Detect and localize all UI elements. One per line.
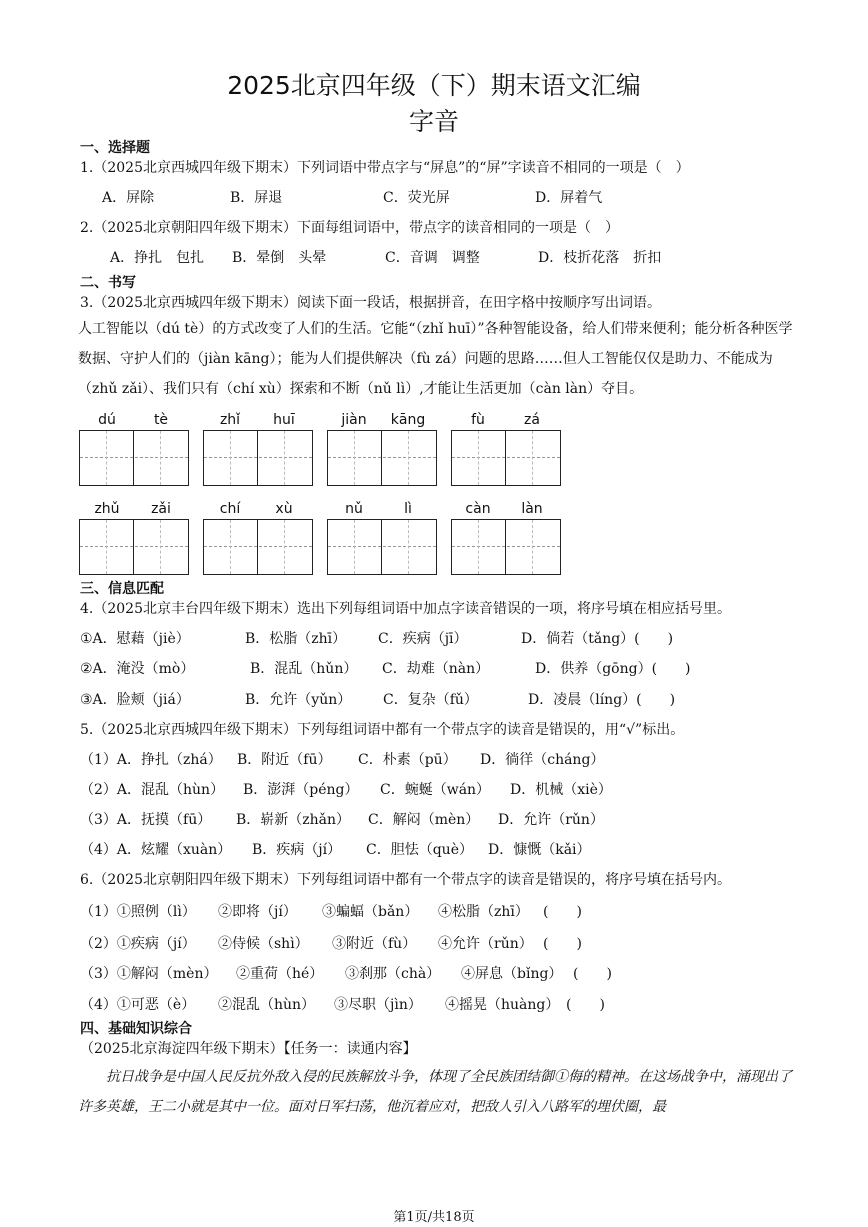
writing-grid-box[interactable]	[203, 430, 313, 486]
question-4-stem: 4.（2025北京丰台四年级下期末）选出下列每组词语中加点字读音错误的一项，将序号填在相应括号里。	[80, 601, 731, 617]
q6-row2-1: （2）①疾病（jí）	[80, 936, 196, 952]
writing-grid-box[interactable]	[79, 519, 189, 575]
pinyin-label: kāng	[390, 412, 426, 428]
q5-row3-b: B．崭新（zhǎn）	[236, 812, 351, 828]
q2-option-d: D．枝折花落 折扣	[538, 250, 662, 266]
section-heading-choice: 一、选择题	[80, 140, 150, 156]
q5-row3-c: C．解闷（mèn）	[368, 812, 480, 828]
writing-grid-box[interactable]	[327, 430, 437, 486]
q4-row3-b: B．允许（yǔn）	[245, 692, 352, 708]
q6-row4-3: ③尽职（jìn）	[334, 997, 422, 1013]
pinyin-label: làn	[521, 501, 543, 517]
q6-row1-1: （1）①照例（lì）	[80, 904, 196, 920]
q6-row2-2: ②侍候（shì）	[218, 936, 309, 952]
q5-row4-c: C．胆怯（què）	[366, 842, 473, 858]
q6-row2-4: ④允许（rǔn）	[438, 936, 533, 952]
writing-grid-box[interactable]	[451, 519, 561, 575]
q5-row2-c: C．蜿蜒（wán）	[380, 782, 491, 798]
q4-row2-a: ②A．淹没（mò）	[80, 661, 195, 677]
q6-row3-4: ④屏息（bǐng）	[461, 966, 563, 982]
q4-row1-c: C．疾病（jī）	[378, 631, 468, 647]
q2-option-a: A．挣扎 包扎	[110, 250, 205, 266]
q5-row2-d: D．机械（xiè）	[510, 782, 612, 798]
pinyin-label: lì	[404, 501, 412, 517]
q6-row2-answer[interactable]: ( )	[543, 936, 582, 952]
pinyin-label: chí	[219, 501, 241, 517]
q6-row3-3: ③刹那（chà）	[345, 966, 441, 982]
pinyin-label: jiàn	[341, 412, 367, 428]
q4-row2-d: D．供养（gōng）( )	[535, 661, 691, 677]
pinyin-label: tè	[153, 412, 169, 428]
q5-row4-b: B．疾病（jí）	[252, 842, 342, 858]
q4-row3-a: ③A．脸颊（jiá）	[80, 692, 190, 708]
pinyin-label: zǎi	[151, 501, 171, 517]
page-title: 2025北京四年级（下）期末语文汇编	[227, 71, 641, 100]
q4-row2-c: C．劫难（nàn）	[382, 661, 490, 677]
q5-row3-d: D．允许（rǔn）	[498, 812, 604, 828]
pinyin-label: càn	[465, 501, 491, 517]
q6-row1-3: ③蝙蝠（bǎn）	[322, 904, 419, 920]
q5-row1-d: D．徜徉（cháng）	[480, 752, 605, 768]
writing-grid-box[interactable]	[79, 430, 189, 486]
q5-row2-a: （2）A．混乱（hùn）	[80, 782, 225, 798]
pinyin-label: fù	[471, 412, 485, 428]
q6-row4-1: （4）①可恶（è）	[80, 997, 196, 1013]
writing-grid-box[interactable]	[327, 519, 437, 575]
q5-row4-d: D．慷慨（kǎi）	[488, 842, 591, 858]
q6-row1-4: ④松脂（zhī）	[438, 904, 529, 920]
q4-row1-d: D．倘若（tǎng）( )	[521, 631, 674, 647]
q6-row1-2: ②即将（jí）	[218, 904, 297, 920]
page-subtitle: 字音	[408, 107, 459, 136]
q2-option-c: C．音调 调整	[385, 250, 480, 266]
pinyin-label: huī	[273, 412, 295, 428]
q4-row2-b: B．混乱（hǔn）	[250, 661, 358, 677]
q5-row1-b: B．附近（fū）	[237, 752, 332, 768]
writing-grid-box[interactable]	[203, 519, 313, 575]
q6-row3-answer[interactable]: ( )	[573, 966, 612, 982]
q6-row2-3: ③附近（fù）	[332, 936, 417, 952]
q6-row4-4: ④摇晃（huàng）	[445, 997, 560, 1013]
question-7-stem: （2025北京海淀四年级下期末）【任务一：读通内容】	[80, 1041, 417, 1057]
page-footer: 第1页/共18页	[393, 1210, 475, 1225]
q4-row3-c: C．复杂（fǔ）	[383, 692, 478, 708]
q6-row4-2: ②混乱（hùn）	[218, 997, 316, 1013]
writing-grid-box[interactable]	[451, 430, 561, 486]
section-heading-comprehensive: 四、基础知识综合	[80, 1021, 192, 1037]
pinyin-label: zhǔ	[94, 501, 120, 517]
q6-row4-answer[interactable]: ( )	[566, 997, 605, 1013]
question-3-stem: 3.（2025北京西城四年级下期末）阅读下面一段话，根据拼音，在田字格中按顺序写出词语。	[80, 295, 661, 311]
section-heading-matching: 三、信息匹配	[80, 581, 164, 597]
q2-option-b: B．晕倒 头晕	[232, 250, 327, 266]
q6-row3-1: （3）①解闷（mèn）	[80, 966, 218, 982]
q5-row1-a: （1）A．挣扎（zhá）	[80, 752, 222, 768]
pinyin-label: xù	[275, 501, 293, 517]
q4-row3-d: D．凌晨（líng）( )	[528, 692, 676, 708]
q5-row2-b: B．澎湃（péng）	[243, 782, 359, 798]
question-3-passage: 人工智能以（dú tè）的方式改变了人们的生活。它能“（zhǐ huī）”各种智能设备，给人们带来便利；能分析各种医学数据、守护人们的（jiàn kāng）；能为人们提供解决（fù zá）问题的思路……但人工智能仅仅是助力、不能成为（zhǔ zǎi）、我们只有（chí xù）探索和不断（nǔ lì）,才能让生活更加（càn làn）夺目。	[78, 321, 793, 397]
q4-row1-a: ①A．慰藉（jiè）	[80, 631, 190, 647]
q5-row4-a: （4）A．炫耀（xuàn）	[80, 842, 232, 858]
question-6-stem: 6.（2025北京朝阳四年级下期末）下列每组词语中都有一个带点字的读音是错误的，将序号填在括号内。	[80, 872, 731, 888]
pinyin-label: zá	[524, 412, 540, 428]
q5-row1-c: C．朴素（pū）	[358, 752, 457, 768]
q6-row1-answer[interactable]: ( )	[543, 904, 582, 920]
question-7-passage: 抗日战争是中国人民反抗外敌入侵的民族解放斗争，体现了全民族团结御①侮的精神。在这场战争中，涌现出了许多英雄，王二小就是其中一位。面对日军扫荡，他沉着应对，把敌人引入八路军的埋伏圈，最	[78, 1069, 792, 1115]
section-heading-writing: 二、书写	[80, 275, 136, 291]
q1-option-d: D．屏着气	[535, 190, 603, 206]
question-2-stem: 2.（2025北京朝阳四年级下期末）下面每组词语中，带点字的读音相同的一项是（ ）	[80, 220, 619, 236]
pinyin-label: zhǐ	[219, 412, 241, 428]
pinyin-label: dú	[98, 412, 116, 428]
pinyin-label: nǔ	[345, 501, 363, 517]
q4-row1-b: B．松脂（zhī）	[245, 631, 347, 647]
q1-option-c: C．荧光屏	[383, 190, 450, 206]
question-1-stem: 1.（2025北京西城四年级下期末）下列词语中带点字与“屏息”的“屏”字读音不相同的一项是（ ）	[80, 160, 690, 176]
q5-row3-a: （3）A．抚摸（fū）	[80, 812, 212, 828]
q6-row3-2: ②重荷（hé）	[236, 966, 324, 982]
question-5-stem: 5.（2025北京西城四年级下期末）下列每组词语中都有一个带点字的读音是错误的，用“√”标出。	[80, 722, 685, 738]
q1-option-b: B．屏退	[230, 190, 283, 206]
q1-option-a: A．屏除	[102, 190, 155, 206]
